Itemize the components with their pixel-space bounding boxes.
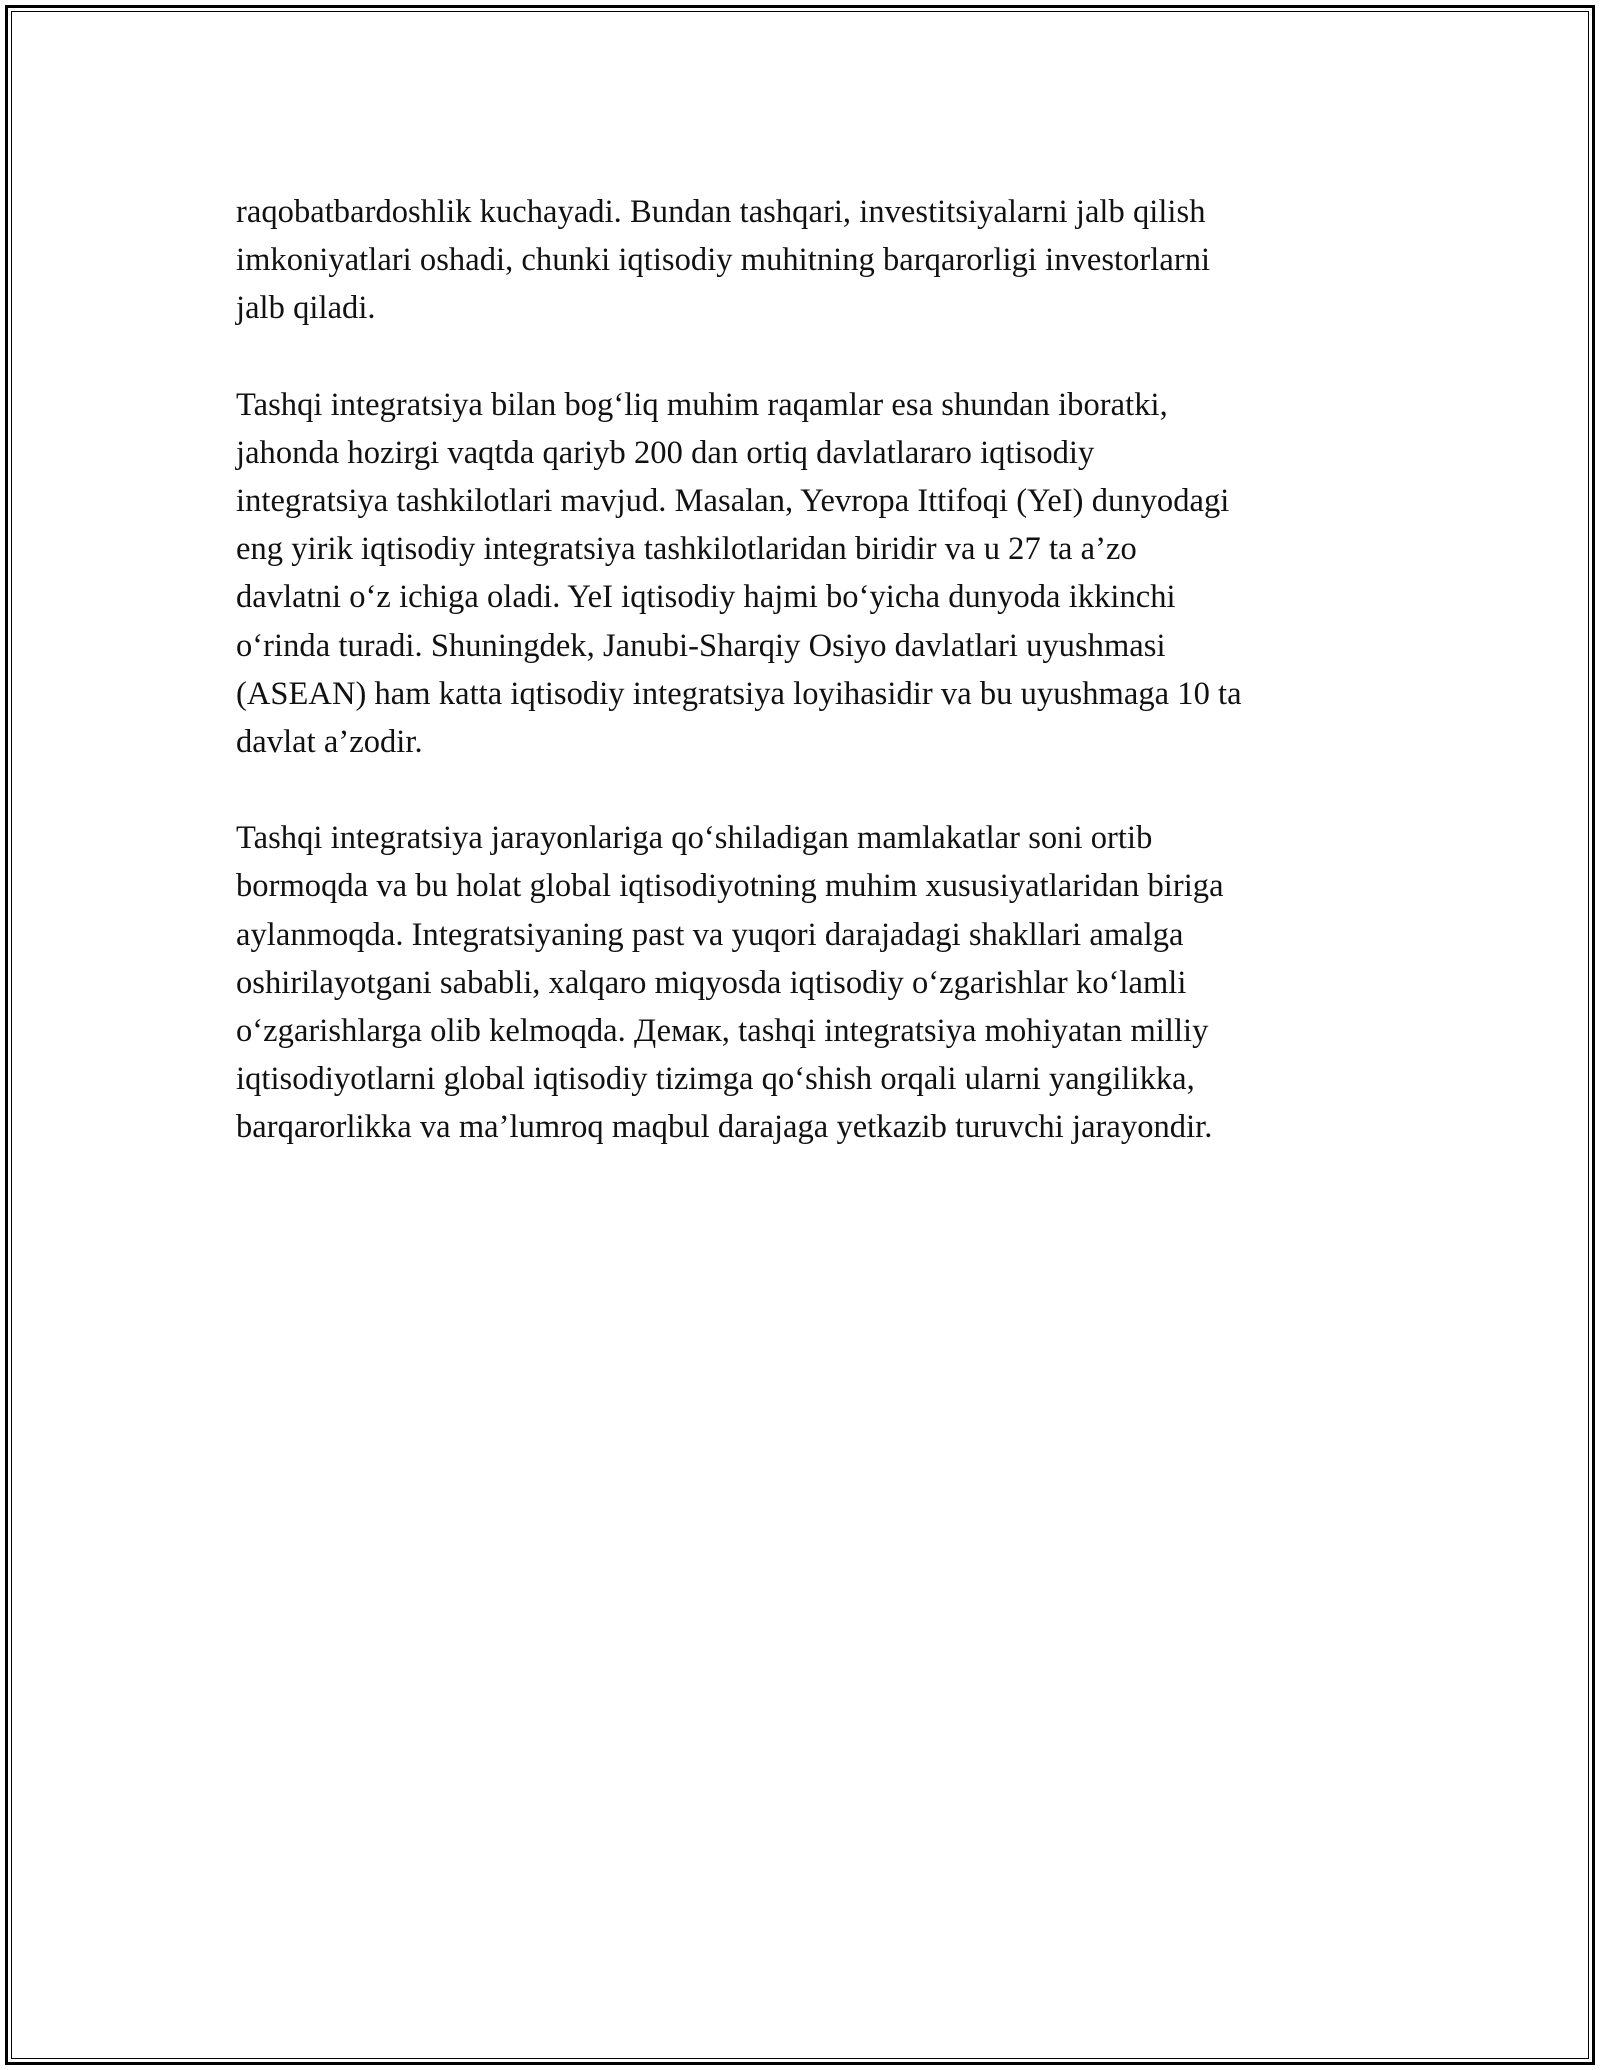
paragraph-3 [236,814,1376,1151]
text-line: iqtisodiyotlarni global iqtisodiy tizimga qo‘shish orqali ularni yangilikka, [236,1061,1195,1098]
text-line: Tashqi integratsiya bilan bog‘liq muhim raqamlar esa shundan iboratki, [236,386,1168,423]
text-line: jahonda hozirgi vaqtda qariyb 200 dan ortiq davlatlararo iqtisodiy [236,434,1095,471]
text-line: o‘rinda turadi. Shuningdek, Janubi-Sharqiy Osiyo davlatlari uyushmasi [236,627,1166,664]
paragraph-2 [236,381,1376,767]
text-line: aylanmoqda. Integratsiyaning past va yuqori darajadagi shakllari amalga [236,916,1184,953]
text-line: (ASEAN) ham katta iqtisodiy integratsiya loyihasidir va bu uyushmaga 10 ta [236,675,1242,712]
text-line: integratsiya tashkilotlari mavjud. Masalan, Yevropa Ittifoqi (YeI) dunyodagi [236,483,1230,520]
text-line: imkoniyatlari oshadi, chunki iqtisodiy muhitning barqarorligi investorlarni [236,242,1211,279]
text-line: Tashqi integratsiya jarayonlariga qo‘shiladigan mamlakatlar soni ortib [236,820,1153,857]
text-line: davlat a’zodir. [236,724,423,761]
paragraph-1 [236,188,1376,333]
text-line: davlatni o‘z ichiga oladi. YeI iqtisodiy hajmi bo‘yicha dunyoda ikkinchi [236,579,1176,616]
text-line: raqobatbardoshlik kuchayadi. Bundan tashqari, investitsiyalarni jalb qilish [236,194,1206,230]
text-line: o‘zgarishlarga olib kelmoqda. Демак, tashqi integratsiya mohiyatan milliy [236,1013,1209,1050]
text-line: jalb qiladi. [236,290,376,327]
text-line: bormoqda va bu holat global iqtisodiyotning muhim xususiyatlaridan biriga [236,868,1224,905]
text-line: barqarorlikka va ma’lumroq maqbul darajaga yetkazib turuvchi jarayondir. [236,1109,1213,1146]
text-line: eng yirik iqtisodiy integratsiya tashkilotlaridan biridir va u 27 ta a’zo [236,531,1137,568]
text-line: oshirilayotgani sababli, xalqaro miqyosda iqtisodiy o‘zgarishlar ko‘lamli [236,964,1187,1001]
document-body [236,188,1376,1200]
